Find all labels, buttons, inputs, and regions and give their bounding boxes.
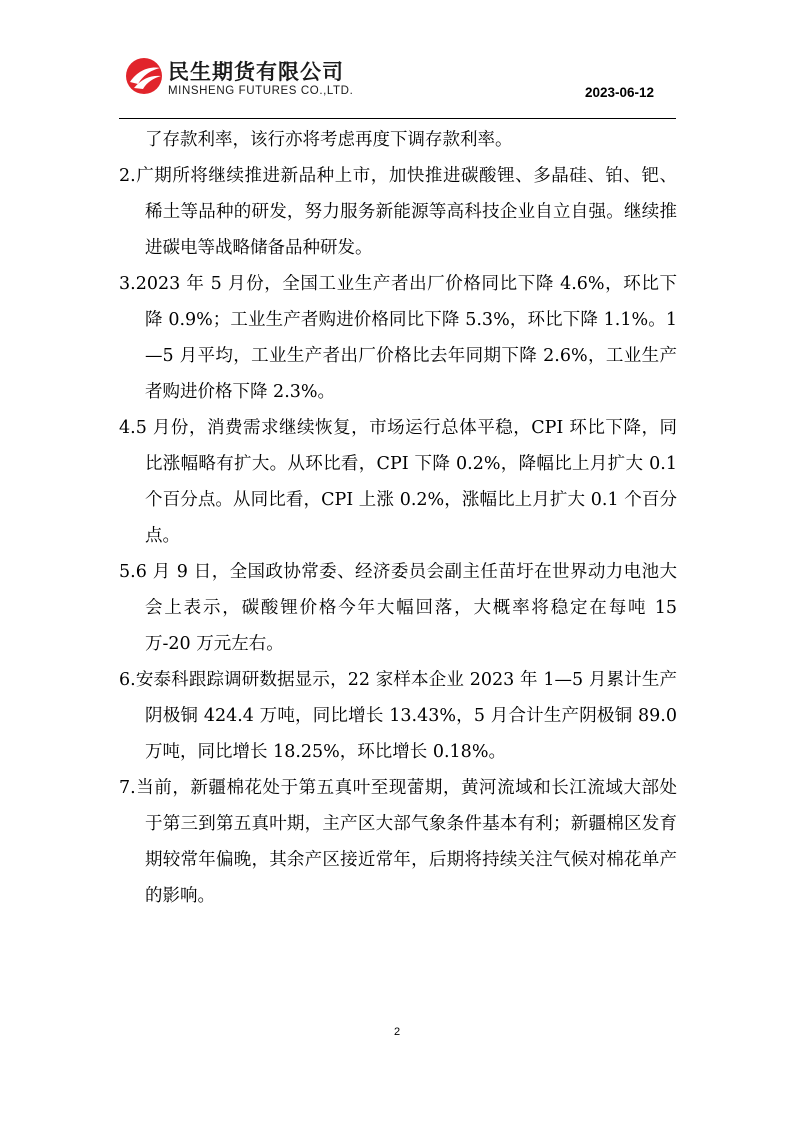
paragraph-item-3: 3.2023 年 5 月份，全国工业生产者出厂价格同比下降 4.6%，环比下降 0.9%；工业生产者购进价格同比下降 5.3%，环比下降 1.1%。1—5 月平均，工业生产者出厂价格比去年同期下降 2.6%，工业生产者购进价格下降 2.3%。 (119, 274, 677, 402)
page-number: 2 (393, 1026, 401, 1038)
paragraph-item-6: 6.安泰科跟踪调研数据显示，22 家样本企业 2023 年 1—5 月累计生产阴极铜 424.4 万吨，同比增长 13.43%，5 月合计生产阴极铜 89.0 万吨，同比增长 18.25%，环比增长 0.18%。 (119, 670, 677, 762)
body-text (119, 122, 677, 914)
minsheng-logo-icon (124, 56, 164, 96)
paragraph-continuation: 了存款利率，该行亦将考虑再度下调存款利率。 (145, 130, 513, 150)
paragraph-item-2: 2.广期所将继续推进新品种上市，加快推进碳酸锂、多晶硅、铂、钯、稀土等品种的研发，努力服务新能源等高科技企业自立自强。继续推进碳电等战略储备品种研发。 (119, 166, 677, 258)
paragraph-item-7: 7.当前，新疆棉花处于第五真叶至现蕾期，黄河流域和长江流域大部处于第三到第五真叶期，主产区大部气象条件基本有利；新疆棉区发育期较常年偏晚，其余产区接近常年，后期将持续关注气候对棉花单产的影响。 (119, 778, 677, 906)
header-divider (119, 118, 676, 119)
page-header (0, 0, 794, 120)
company-name-cn: 民生期货有限公司 (168, 60, 344, 84)
company-name-en: MINSHENG FUTURES CO.,LTD. (168, 85, 354, 97)
paragraph-item-5: 5.6 月 9 日，全国政协常委、经济委员会副主任苗圩在世界动力电池大会上表示，碳酸锂价格今年大幅回落，大概率将稳定在每吨 15 万-20 万元左右。 (119, 562, 677, 654)
paragraph-item-4: 4.5 月份，消费需求继续恢复，市场运行总体平稳，CPI 环比下降，同比涨幅略有扩大。从环比看，CPI 下降 0.2%，降幅比上月扩大 0.1 个百分点。从同比看，CPI 上涨 0.2%，涨幅比上月扩大 0.1 个百分点。 (119, 418, 677, 546)
report-date: 2023-06-12 (584, 85, 654, 100)
